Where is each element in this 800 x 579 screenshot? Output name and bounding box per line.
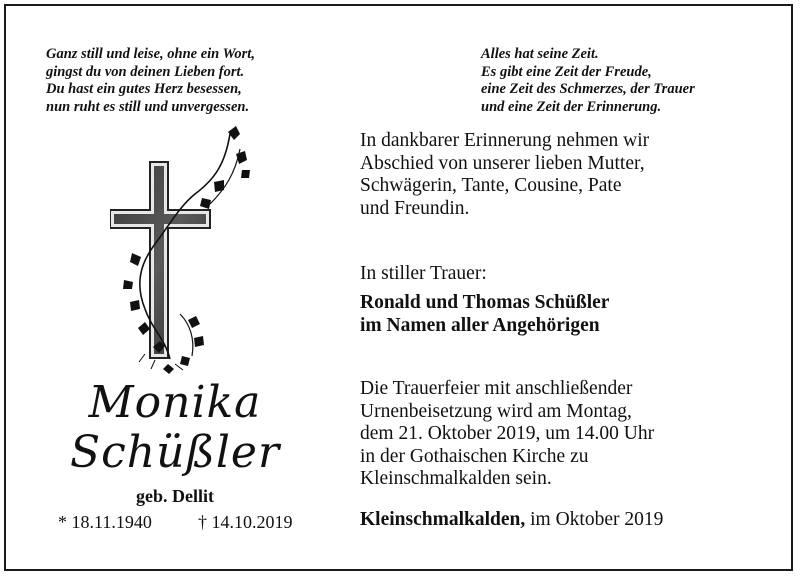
- announcement-line: Schwägerin, Tante, Cousine, Pate: [360, 175, 622, 196]
- announcement-line: Abschied von unserer lieben Mutter,: [360, 152, 645, 174]
- mourners-line: im Namen aller Angehörigen: [360, 314, 600, 336]
- mourners-line: Ronald und Thomas Schüßler: [360, 292, 610, 313]
- cross-icon: [110, 124, 260, 374]
- place: Kleinschmalkalden,: [360, 509, 526, 530]
- poem-right-line: Es gibt eine Zeit der Freude,: [481, 63, 652, 80]
- ceremony-line: Die Trauerfeier mit anschließender: [360, 378, 633, 399]
- ceremony-line: Kleinschmalkalden sein.: [360, 468, 552, 489]
- maiden-name: geb. Dellit: [136, 486, 214, 506]
- poem-left-line: Du hast ein gutes Herz besessen,: [46, 81, 242, 98]
- mourners-section: [360, 263, 487, 286]
- poem-left-line: Ganz still und leise, ohne ein Wort,: [46, 46, 255, 62]
- announcement-line: und Freundin.: [360, 197, 470, 219]
- announcement-line: In dankbarer Erinnerung nehmen wir: [360, 130, 650, 151]
- poem-right-line: Alles hat seine Zeit.: [481, 46, 599, 62]
- death-date: † 14.10.2019: [198, 512, 293, 532]
- cross-with-ivy-image: [110, 124, 260, 379]
- announcement-text: [360, 130, 649, 220]
- mourners-intro: In stiller Trauer:: [360, 263, 487, 284]
- poem-right-line: eine Zeit des Schmerzes, der Trauer: [481, 81, 695, 98]
- poem-right: [481, 46, 695, 116]
- ceremony-line: in der Gothaischen Kirche zu: [360, 445, 589, 467]
- place-date-line: [360, 509, 663, 532]
- deceased-first-name: Monika: [88, 377, 262, 428]
- ceremony-line: dem 21. Oktober 2019, um 14.00 Uhr: [360, 423, 655, 444]
- poem-right-line: und eine Zeit der Erinnerung.: [481, 98, 662, 115]
- birth-date: * 18.11.1940: [58, 512, 152, 532]
- poem-left: [46, 46, 255, 116]
- ceremony-line: Urnenbeisetzung wird am Montag,: [360, 400, 632, 422]
- date: im Oktober 2019: [530, 509, 664, 530]
- deceased-last-name: Schüßler: [70, 427, 280, 478]
- ceremony-text: [360, 378, 654, 491]
- poem-left-line: gingst du von deinen Lieben fort.: [46, 63, 245, 80]
- mourners-names: [360, 292, 609, 337]
- poem-left-line: nun ruht es still und unvergessen.: [46, 98, 250, 115]
